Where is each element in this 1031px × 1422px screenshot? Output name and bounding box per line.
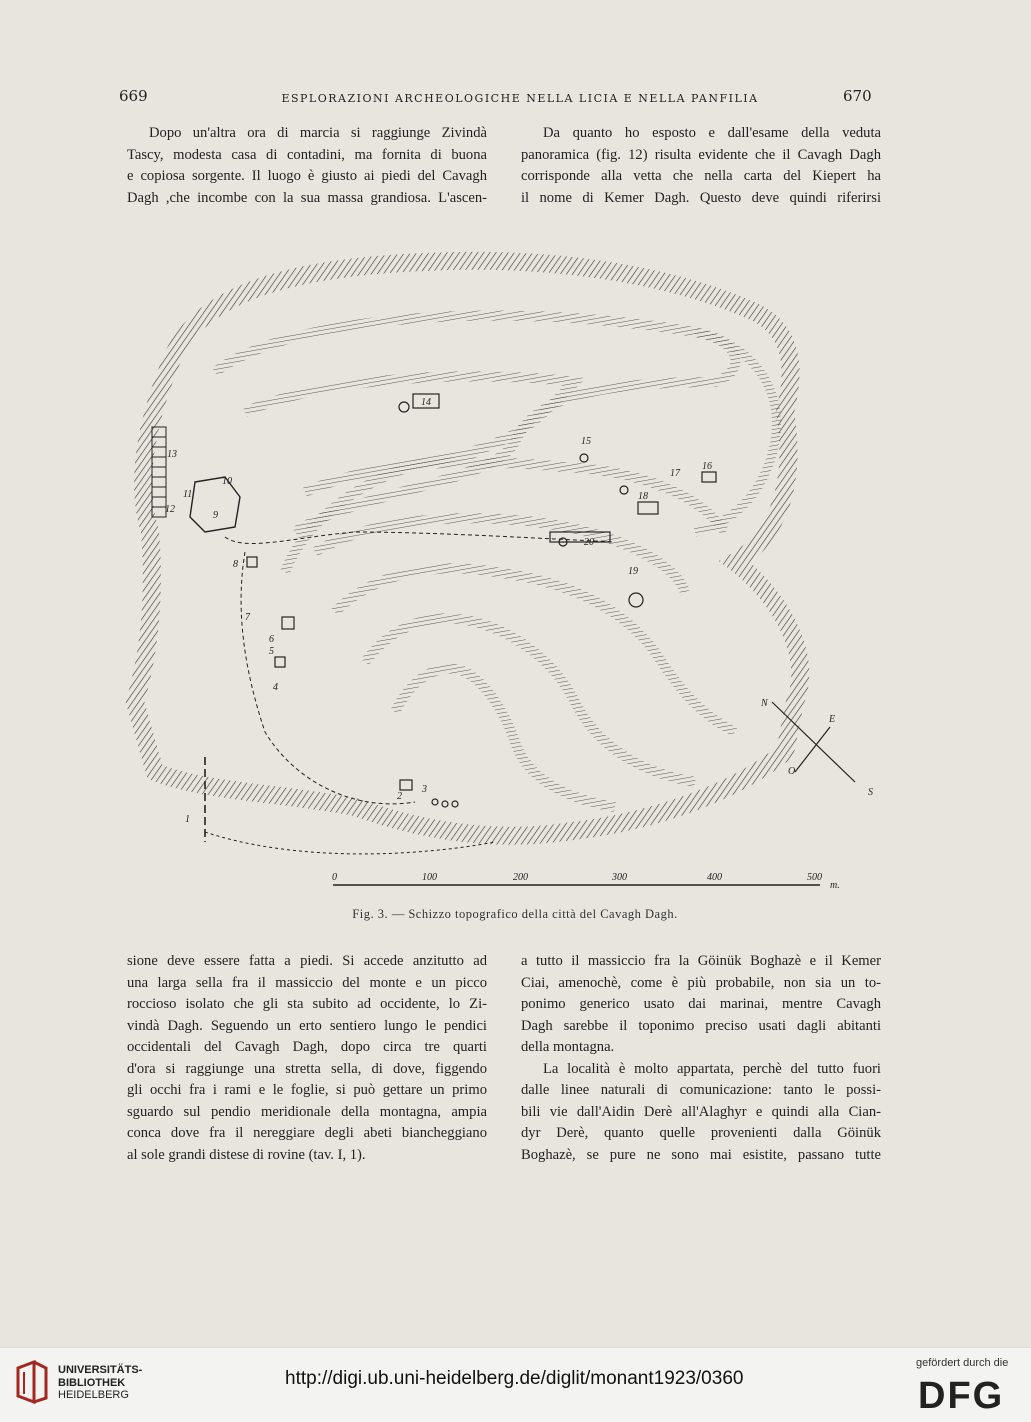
map-label: 8	[233, 559, 238, 570]
map-label: 7	[245, 612, 250, 623]
map-label: 19	[628, 566, 638, 577]
map-label: 20	[584, 537, 594, 548]
page-number-left: 669	[119, 87, 148, 105]
text-line: occidentali del Cavagh Dagh, dopo circa tre quarti	[127, 1039, 487, 1055]
compass-south: S	[868, 787, 873, 798]
text-line: corrisponde alla vetta che nella carta del Kiepert ha	[521, 168, 881, 184]
map-label: 11	[183, 489, 193, 500]
map-label: 13	[167, 449, 177, 460]
map-label: 9	[213, 510, 218, 521]
text-column-bottom-left	[127, 951, 487, 1166]
map-label: 3	[422, 784, 427, 795]
figure-caption: Fig. 3. — Schizzo topografico della città del Cavagh Dagh.	[352, 907, 678, 921]
library-name-line: HEIDELBERG	[58, 1389, 129, 1401]
library-name-line: BIBLIOTHEK	[58, 1376, 126, 1389]
topographic-sketch-map	[95, 232, 895, 892]
text-line: sione deve essere fatta a piedi. Si accede anzitutto ad	[127, 953, 487, 969]
map-label: 6	[269, 634, 274, 645]
map-label: 12	[165, 504, 175, 515]
map-label: 2	[397, 791, 402, 802]
map-label: 15	[581, 436, 591, 447]
text-line: La località è molto appartata, perchè del tutto fuori	[543, 1060, 881, 1077]
scale-tick-label: 400	[707, 872, 722, 883]
text-line: Dopo un'altra ora di marcia si raggiunge Zivindà	[149, 125, 487, 141]
text-line: al sole grandi distese di rovine (tav. I, 1).	[127, 1146, 366, 1163]
contour-terraces	[215, 316, 735, 807]
map-label: 16	[702, 461, 712, 472]
map-label: 1	[185, 814, 190, 825]
text-line: Ciai, amenochè, come è più probabile, non sia un to-	[521, 974, 881, 991]
university-library-logo-icon	[14, 1358, 50, 1406]
text-line: Dagh ,che incombe con la sua massa grandiosa. L'ascen-	[127, 189, 487, 206]
compass-north: N	[761, 698, 768, 709]
scale-tick-label: 300	[612, 872, 627, 883]
text-line: gli occhi fra i rami e le foglie, si può gettare un primo	[127, 1082, 487, 1098]
text-line: a tutto il massiccio fra la Göinük Boghazè e il Kemer	[521, 953, 881, 969]
text-column-top-right	[521, 123, 881, 209]
rock-cliff-outline	[135, 261, 800, 836]
funded-by-text: gefördert durch die	[916, 1357, 1009, 1369]
compass-east: E	[829, 714, 836, 725]
text-line: Da quanto ho esposto e dall'esame della veduta	[543, 125, 881, 141]
map-label: 4	[273, 682, 278, 693]
map-label: 14	[421, 397, 431, 408]
text-line: bili vie dall'Aidin Derè all'Alaghyr e quindi alla Cian-	[521, 1103, 881, 1120]
text-line: il nome di Kemer Dagh. Questo deve quindi riferirsi	[521, 189, 881, 206]
building-complex-9	[190, 477, 240, 532]
text-line: Tascy, modesta casa di contadini, ma fornita di buona	[127, 146, 487, 163]
running-title: ESPLORAZIONI ARCHEOLOGICHE NELLA LICIA E NELLA PANFILIA	[281, 92, 759, 105]
scale-tick-label: 100	[422, 872, 437, 883]
text-line: d'ora si raggiunge una stretta sella, di dove, figgendo	[127, 1060, 487, 1077]
map-label: 18	[638, 491, 648, 502]
scale-bar	[332, 872, 840, 891]
scale-tick-label: 500	[807, 872, 822, 883]
text-line: panoramica (fig. 12) risulta evidente che il Cavagh Dagh	[521, 146, 881, 163]
text-line: vindà Dagh. Seguendo un erto sentiero lungo le pendici	[127, 1017, 487, 1034]
compass-west: O	[788, 766, 796, 777]
library-name	[58, 1364, 142, 1402]
text-line: sguardo sul pendio meridionale della montagna, ampia	[127, 1103, 487, 1120]
text-line: roccioso isolato che gli sta subito ad occidente, lo Zi-	[127, 996, 487, 1012]
text-line: una larga sella fra il massiccio del monte e un picco	[127, 974, 487, 991]
west-track	[241, 552, 415, 804]
text-line: conca dove fra il nereggiare degli abeti biancheggiano	[127, 1125, 487, 1141]
ruin-markers	[247, 394, 716, 807]
map-label: 5	[269, 646, 274, 657]
text-line: dyr Derè, quanto quelle provenienti dalla Göinük	[521, 1125, 881, 1141]
map-label: 17	[670, 468, 680, 479]
text-column-top-left	[127, 123, 487, 209]
text-line: dalle linee naturali di comunicazione: tanto le possi-	[521, 1082, 881, 1098]
page-number-right: 670	[843, 87, 872, 105]
scale-tick-label: 200	[513, 872, 528, 883]
text-line: Dagh sarebbe il toponimo preciso usati dagli abitanti	[521, 1017, 881, 1034]
scale-tick-label: 0	[332, 872, 337, 883]
text-line: della montagna.	[521, 1039, 615, 1055]
scale-unit: m.	[830, 880, 840, 891]
dfg-logo: DFG	[918, 1375, 1005, 1417]
permalink-url[interactable]: http://digi.ub.uni-heidelberg.de/diglit/monant1923/0360	[285, 1368, 744, 1389]
text-line: e copiosa sorgente. Il luogo è giusto ai piedi del Cavagh	[127, 168, 487, 184]
text-column-bottom-right	[521, 951, 881, 1166]
text-line: ponimo generico usato dai marinai, mentre Cavagh	[521, 996, 881, 1012]
digitization-footer	[0, 1347, 1031, 1422]
library-name-line: UNIVERSITÄTS-	[58, 1364, 143, 1376]
text-line: Boghazè, se pure ne sono mai esistite, passano tutte	[521, 1146, 881, 1163]
map-label: 10	[222, 476, 232, 487]
